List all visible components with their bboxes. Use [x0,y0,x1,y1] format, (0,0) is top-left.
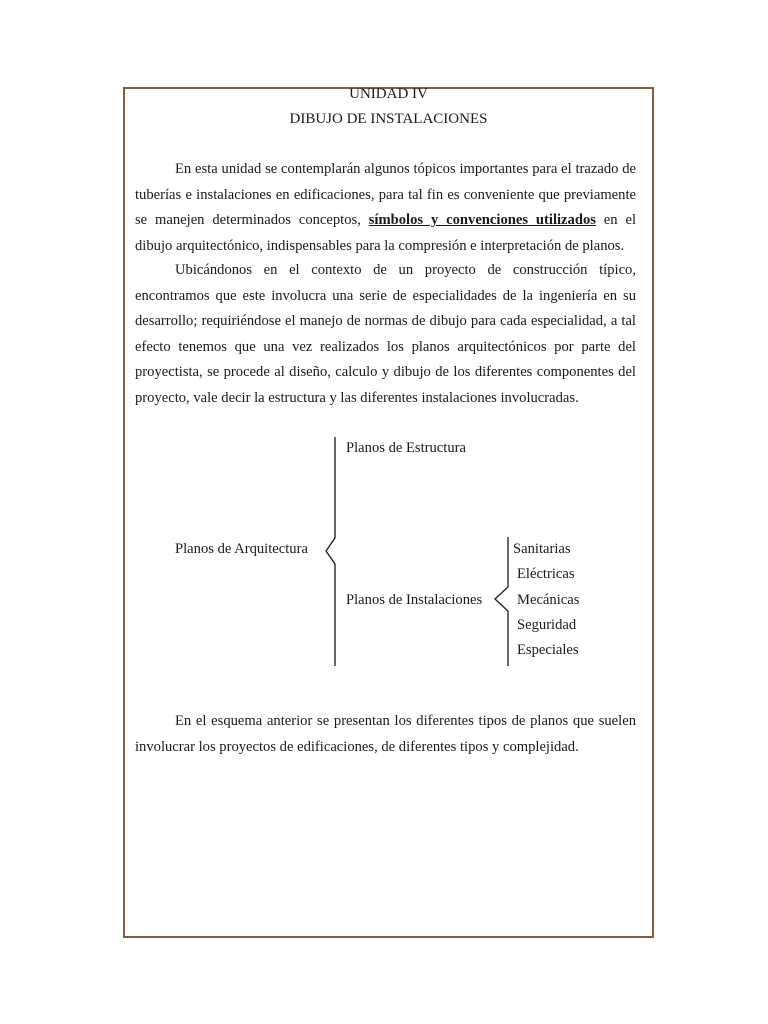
installation-type-sanitarias: Sanitarias [513,541,571,557]
installation-type-especiales: Especiales [517,642,579,658]
intro-text-end: en el dibujo arquitectónico, indispensables para la compresión e interpretación de planos. [135,212,636,254]
intro-emphasis: símbolos y convenciones utilizados [368,212,596,229]
intro-text-start: En esta unidad se contemplarán algunos tópicos importantes para el trazado de tuberías e instalaciones en edificaciones, para tal fin es conveniente que previamente se manejen determinados conceptos, [135,161,636,229]
root-plan-label: Planos de Arquitectura [175,541,308,557]
intro-paragraph [135,157,636,259]
installation-type-electricas: Eléctricas [517,566,575,582]
context-paragraph: Ubicándonos en el contexto de un proyecto de construcción típico, encontramos que este involucra una serie de especialidades de la ingeniería en su desarrollo; requiriéndose el manejo de normas de dibujo para cada especialidad, a tal efecto tenemos que una vez realizados los planos arquitectónicos por parte del proyectista, se procede al diseño, calculo y dibujo de los diferentes componentes del proyecto, vale decir la estructura y las diferentes instalaciones involucradas. [135,262,636,406]
closing-paragraph: En el esquema anterior se presentan los diferentes tipos de planos que suelen involucrar los proyectos de edificaciones, de diferentes tipos y complejidad. [135,713,636,755]
installation-type-mecanicas: Mecánicas [517,592,580,608]
document-title: DIBUJO DE INSTALACIONES [289,111,488,127]
installations-plan-label: Planos de Instalaciones [346,592,483,608]
structure-plan-label: Planos de Estructura [346,440,466,456]
installation-type-seguridad: Seguridad [517,617,577,633]
unit-heading: UNIDAD IV [349,86,428,102]
